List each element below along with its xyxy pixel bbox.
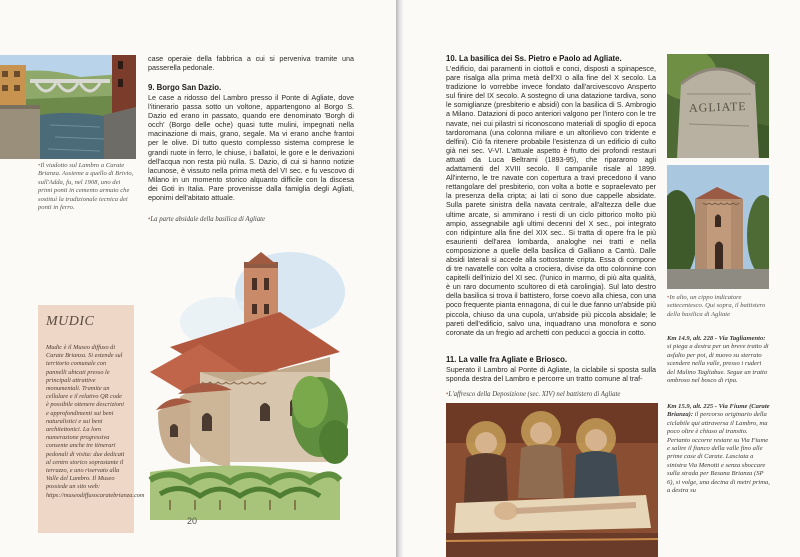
section-9-text: Le case a ridosso del Lambro presso il Ponte di Agliate, dove l'itinerario passa sotto un voltone, appartengono al Borgo S. Dazio ed erano in passato, quando ere denominato 'Borgh di occh' (Borgo delle oche) quasi tutte mulini, impegnati nella macinazione di mais, grano, segale. Ma vi erano anche frantoi per le olive. Di tutto questo complesso sistema comprese le grandi ruote in ferro, le chiuse, i ballatoi, le gore e le derivazioni dell'acqua non resta più nulla. S. Dazio, di cui si hanno notizie lacunose, è vissuto nella prima metà del VI sec. e fu vescovo di Milano in un momento storico alquanto difficile con la discesa dei Goti in Italia. Pare provenisse dalla famiglia degli Agliati, eponimi dell'abitato attuale.	[148, 93, 354, 203]
itinerary-note-1-label: Km 14.9, alt. 228 - Via Tagliamento:	[667, 335, 766, 342]
section-10	[446, 54, 656, 337]
itinerary-note-1	[667, 335, 771, 385]
book-gutter	[396, 0, 403, 557]
baptistery-photo	[667, 165, 769, 289]
section-11-heading: 11. La valle fra Agliate e Briosco.	[446, 355, 568, 364]
section-10-heading: 10. La basilica dei Ss. Pietro e Paolo ad Agliate.	[446, 54, 622, 63]
section-9-heading: 9. Borgo San Dazio.	[148, 83, 222, 92]
illustration-caption: •La parte absidale della basilica di Agliate	[148, 216, 266, 223]
viaduct-photo-caption: •Il viadotto sul Lambro a Carate Brianza. Assieme a quello di Brivio, sull'Adda, fu, nel 1908, uno dei primi ponti in cemento armato che sostituì la tradizionale tecnica dei ponti in ferro.	[38, 162, 134, 212]
itinerary-note-2-label: Km 15.9, alt. 225 - Via Fiume (Carate Brianza):	[667, 403, 770, 419]
right-photos-caption: •In alto, un cippo indicatore settecentesco. Qui sopra, il battistero della basilica di Agliate	[667, 294, 766, 318]
milestone-engraving: AGLIATE	[688, 98, 747, 116]
mudic-title: MUDIC	[46, 314, 95, 329]
section-11	[446, 355, 656, 383]
milestone-photo	[667, 54, 769, 158]
itinerary-note-1-text: si piega a destra per un breve tratto di asfalto per poi, di nuovo su sterrato scendere nella valle, presso i ruderi del Mulino Tagliabue. Segue un tratto ombroso nel bosco di ripa.	[667, 343, 769, 385]
mudic-text: Mudic è il Museo diffuso di Carate Brianza. Si estende sul territorio comunale con pannelli ubicati presso le principali attrattive monumentali. Tramite un cellulare e il relativo QR code è possibile ottenere descrizioni e approfondimenti sui beni naturalistici e sui beni architettonici. La loro numerazione progressiva consente anche tre itinerari pedonali di visita: due dedicati al centro storico soprastante il terrazzo, e uno riservato alla Valle del Lambro. Il Museo possiede un sito web: https://museodiffusocaratebrianza.com	[46, 344, 145, 499]
basilica-watercolor-illustration	[140, 232, 348, 520]
left-page	[0, 0, 396, 557]
section-11-text: Superato il Lambro al Ponte di Agliate, la ciclabile si sposta sulla sponda destra del Lambro e percorre un tratto comune al traf-	[446, 365, 656, 384]
section-9	[148, 83, 354, 202]
itinerary-note-2-text: il percorso originario della ciclabile qui attraversa il Lambro, ma poco oltre è chiuso al transito. Pertanto occorre restare su Via Fiume e salire il fianco della valle fino alle prime case di Carate. Lasciata a sinistra Via Menotti e senza sboccare sulla strada per Besana Brianza (SP 6), si volge, una decina di metri prima, a destra su	[667, 411, 770, 495]
page-number: 20	[187, 516, 198, 526]
intro-paragraph: case operaie della fabbrica a cui si perveniva tramite una passerella pedonale.	[148, 54, 354, 73]
mudic-sidebar	[38, 305, 145, 533]
itinerary-note-2	[667, 403, 771, 495]
right-page	[403, 0, 800, 557]
section-10-text: L'edificio, dai paramenti in ciottoli e conci, disposti a spinapesce, pare risalga alla prima metà dell'XI o alla fine del X secolo. La tradizione lo vorrebbe invece fondato dall'arcivescovo Ansperto sul finire del IX secolo. A sostegno di una datazione tardiva, sono le somiglianze (presbiterio e absidi) con la basilica di S. Ambrogio a Milano. Datazioni di poco anteriori valgono per l'intero con le tre navate, nei cui pilastri si riconoscono materiali di spoglio di epoca tardoromana (una colonna miliare e un altorilievo con tridente e delfini). Ciò fa ritenere probabile l'esistenza di un edificio di culto già nei sec. V-VI. L'attuale aspetto è frutto dei profondi restauri attuati da Luca Beltrami (1893-95), che ripararono agli adattamenti del XVIII secolo. Il campanile risale al 1899. All'interno, le tre navate con copertura a travi precedono il vano rettangolare del presbiterio, con volta a botte e sopraelevato per la presenza della cripta; ai lati ci sono due cappelle absidate. Sulla parete sinistra della navata centrale, all'altezza delle due ultime arcate, si ammirano i resti di un ciclo pittorico molto più ampio, assegnabile agli ultimi decenni del X sec., poi integrato con ridipinture alla fine del XIX sec.. Si tratta di opere fra le più esaurienti dell'area lombarda, analoghe nei tratti e nella composizione a quelle della basilica di Galliano a Cantù. Dalle absidi laterali si accede alla sottostante cripta. Essa di compone di tre navatelle con volta a crociera, divise da otto colonnine con capitelli dell'inizio del XI sec. (l'unico in marmo, di più alta qualità, è un raro documento scultoreo di età carolingia). Sul lato destro della basilica si trova il battistero, forse coevo alla chiesa, con una poco frequente pianta ennagona, di cui le due fanno un'abside più piccola, chiuso da una cupola, un'abside più piccola absidale; le pareti dell'edificio, salvo una, inquadrano una monofora e sono coronate da un fregio ad archetti con peducci a goccia in cotto.	[446, 64, 656, 337]
fresco-caption: •L'affresco della Deposizione (sec. XIV) nel battistero di Agliate	[446, 391, 621, 398]
viaduct-photo	[0, 55, 136, 159]
deposition-fresco-photo	[446, 403, 658, 557]
